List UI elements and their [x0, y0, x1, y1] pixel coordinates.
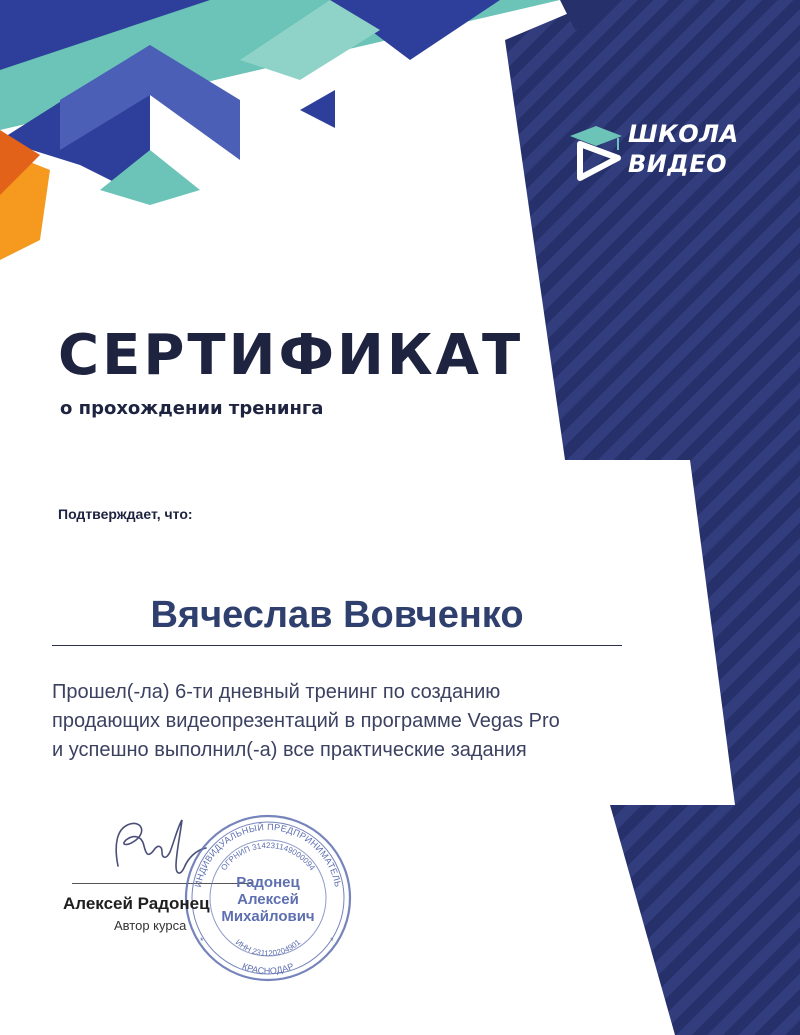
description-line-1: Прошел(-ла) 6-ти дневный тренинг по созданию — [52, 681, 501, 703]
deco-white-shard — [240, 80, 300, 170]
recipient-underline — [52, 645, 622, 646]
description-line-2: продающих видеопрезентаций в программе Vegas Pro — [52, 710, 560, 732]
logo-text-line-1: ШКОЛА — [628, 120, 739, 148]
description-line-3: и успешно выполнил(-а) все практические задания — [52, 739, 527, 761]
stamp-name-line-2: Алексей — [237, 891, 299, 908]
signer-role: Автор курса — [114, 918, 187, 933]
recipient-name: Вячеслав Вовченко — [150, 594, 524, 636]
stamp-outer-text: ИНДИВИДУАЛЬНЫЙ ПРЕДПРИНИМАТЕЛЬ — [192, 821, 344, 889]
svg-text:*: * — [200, 936, 204, 946]
stamp-inn: ИНН 231120204901 — [233, 937, 303, 959]
stamp-name-line-1: Радонец — [236, 874, 300, 891]
stamp-name-line-3: Михайлович — [221, 908, 315, 925]
certificate-subtitle: о прохождении тренинга — [60, 398, 324, 419]
logo-text-line-2: ВИДЕО — [628, 150, 728, 178]
stamp-name — [198, 874, 338, 925]
svg-text:КРАСНОДАР — [241, 961, 295, 976]
stamp-ogrnip: ОГРНИП 314231149000094 — [219, 840, 317, 873]
confirms-label: Подтверждает, что: — [58, 506, 193, 522]
svg-text:ОГРНИП 314231149000094 — [219, 841, 317, 873]
description-text — [52, 678, 560, 765]
svg-text:ИНН 231120204901 — [234, 937, 303, 958]
deco-blue-chip — [300, 90, 335, 128]
certificate-title: СЕРТИФИКАТ — [58, 323, 524, 388]
signer-name: Алексей Радонец — [63, 894, 210, 913]
stamp-city: КРАСНОДАР — [240, 960, 296, 977]
svg-text:*: * — [330, 936, 334, 946]
